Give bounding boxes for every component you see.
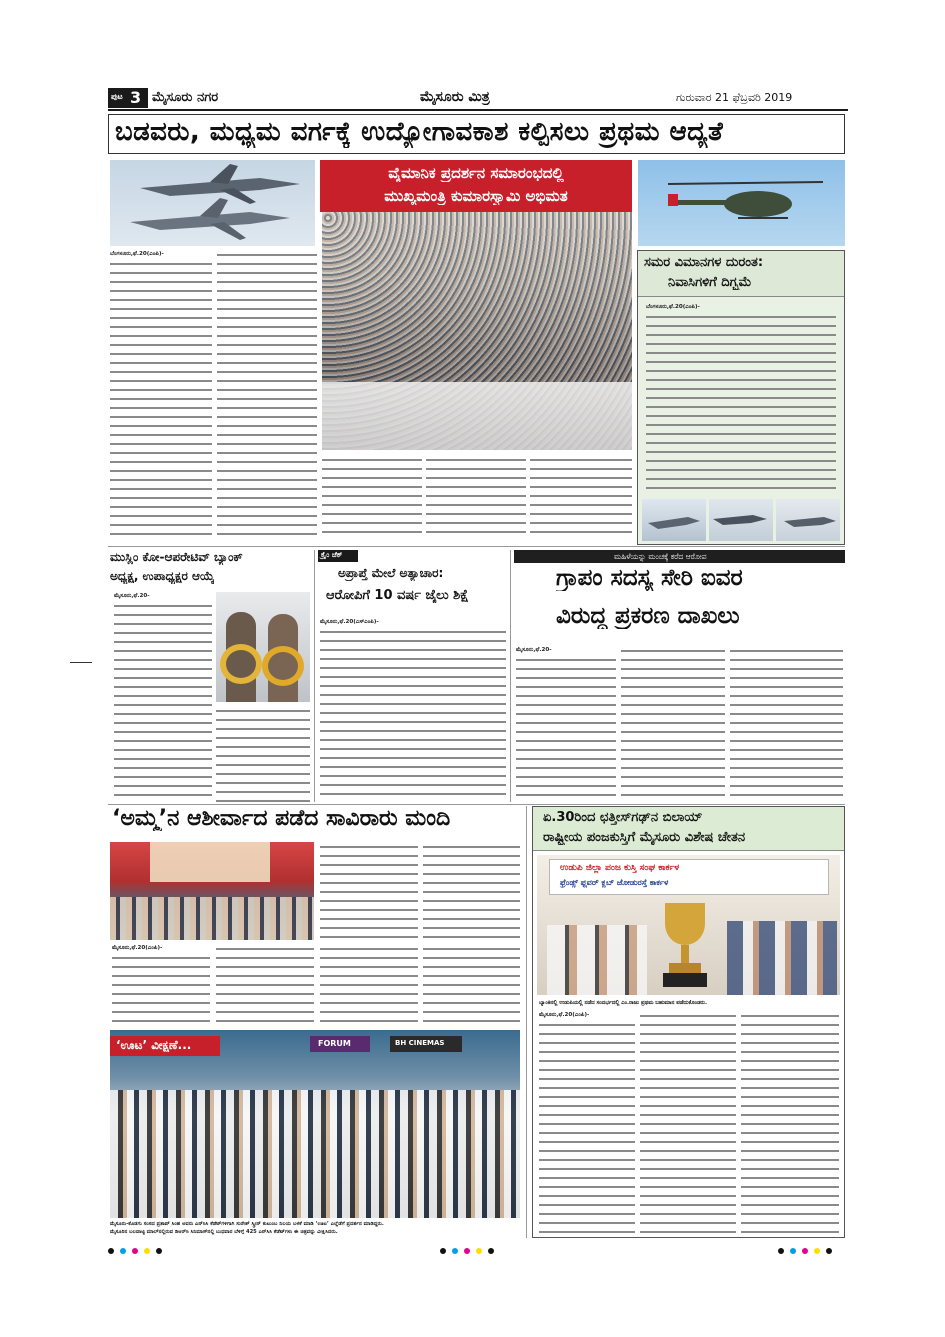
cadets-group — [110, 1090, 520, 1218]
lead-body-text-4 — [426, 455, 526, 540]
bank-headline-block — [110, 550, 310, 588]
trophy-icon — [655, 899, 715, 989]
lead-body-text-5 — [530, 455, 632, 540]
reg-dot — [464, 1248, 470, 1254]
crime-headline-1: ಅಪ್ರಾಪ್ತೆ ಮೇಲೆ ಅತ್ಯಾಚಾರ: — [338, 566, 444, 580]
gram-kicker-bar — [514, 550, 845, 563]
lead-subheadline-band — [320, 160, 632, 212]
jet-icon — [709, 499, 773, 541]
col-divider-3 — [526, 806, 527, 1238]
wrestling-headline-1: ಏ.30ರಿಂದ ಛತ್ತೀಸ್‌ಗಢ್‌ನ ಬಿಲಾಯ್ — [543, 810, 703, 825]
lead-subheadline-1: ವೈಮಾನಿಕ ಪ್ರದರ್ಶನ ಸಮಾರಂಭದಲ್ಲಿ — [388, 164, 564, 182]
gram-headline-2: ವಿರುದ್ಧ ಪ್ರಕರಣ ದಾಖಲು — [556, 603, 740, 629]
lead-dateline: ಬೆಂಗಳೂರು,ಫೆ.20(ಎಂಪಿ)- — [110, 251, 164, 257]
masthead — [108, 88, 848, 108]
registration-marks-right — [778, 1246, 848, 1256]
lead-body-text-3 — [322, 455, 422, 540]
wrestling-body-text-2 — [640, 1011, 736, 1234]
reg-dot — [778, 1248, 784, 1254]
cinema-sign: BH CINEMAS — [395, 1039, 445, 1047]
wrestling-body-text-1 — [539, 1020, 635, 1234]
lead-body-text-2 — [217, 250, 317, 540]
reg-dot — [476, 1248, 482, 1254]
page-number-badge — [108, 88, 148, 108]
wrestling-body-text-3 — [741, 1011, 839, 1234]
bank-body-text-2 — [216, 706, 310, 802]
amma-body-text-4 — [216, 944, 314, 1025]
lead-subheadline-2: ಮುಖ್ಯಮಂತ್ರಿ ಕುಮಾರಸ್ವಾಮಿ ಅಭಿಮತ — [384, 187, 568, 205]
page-number: 3 — [130, 88, 142, 107]
gram-dateline: ಮೈಸೂರು,ಫೆ.20- — [516, 647, 552, 653]
crash-story-box — [637, 250, 845, 545]
margin-mark — [70, 662, 92, 663]
section-name: ಮೈಸೂರು ನಗರ — [152, 90, 219, 105]
crime-headline-block — [318, 566, 504, 616]
oota-caption-2: ಮೈಸೂರಿನ ಬಲವಾಟ್ಟಿ ಮಾಲ್‌ನಲ್ಲಿರುವ ಡಿಆರ್‌ಸಿ ಸಿನಿಮಾಸ್‌ನಲ್ಲಿ ಬುಧವಾರ ಬೆಳಿಗ್ಗೆ 425 ಎನ್‌ಸಿಸಿ ಕೆಡೆಟ್‌ಗಳು ಈ ಚಿತ್ರವನ್ನು ವೀಕ್ಷಿಸಿದರು. — [110, 1229, 338, 1235]
lead-headline: ಬಡವರು, ಮಧ್ಯಮ ವರ್ಗಕ್ಕೆ ಉದ್ಯೋಗಾವಕಾಶ ಕಲ್ಪಿಸಲು ಪ್ರಥಮ ಆದ್ಯತೆ — [115, 117, 724, 147]
air-show-crowd-photo — [322, 212, 632, 450]
event-banner — [549, 859, 829, 895]
jet-icon — [776, 499, 840, 541]
reg-dot — [802, 1248, 808, 1254]
crash-photo-3 — [776, 499, 840, 541]
reg-dot — [452, 1248, 458, 1254]
crash-headline-2: ನಿವಾಸಿಗಳಿಗೆ ದಿಗ್ಭ್ರಮೆ — [668, 275, 752, 290]
amma-body-text-1 — [320, 842, 418, 940]
amma-dateline: ಮೈಸೂರು,ಫೆ.20(ಎಂಪಿ)- — [112, 945, 163, 951]
row-divider-2 — [108, 804, 845, 805]
mall-sign: FORUM — [318, 1039, 351, 1048]
garland-2 — [262, 646, 304, 686]
reg-dot — [132, 1248, 138, 1254]
banner-line-1: ಉಡುಪಿ ಜಿಲ್ಲಾ ಪಂಜ ಕುಸ್ತಿ ಸಂಘ ಕಾರ್ಕಳ — [560, 863, 680, 873]
crash-dateline: ಬೆಂಗಳೂರು,ಫೆ.20(ಎಂಪಿ)- — [646, 304, 700, 310]
cinema-signage — [390, 1036, 462, 1052]
crime-dateline: ಮೈಸೂರು,ಫೆ.20(ಎಸ್‌ಎಂಪಿ)- — [320, 619, 379, 625]
paper-name: ಮೈಸೂರು ಮಿತ್ರ — [420, 89, 490, 105]
helicopter-icon — [638, 160, 845, 246]
crash-headline-1: ಸಮರ ವಿಮಾನಗಳ ದುರಂತ: — [644, 255, 764, 270]
wrestling-dateline: ಮೈಸೂರು,ಫೆ.20(ಎಂಪಿ)- — [539, 1012, 590, 1018]
jet-icon — [642, 499, 706, 541]
reg-dot — [488, 1248, 494, 1254]
crash-photo-2 — [709, 499, 773, 541]
bank-body-text-1 — [114, 601, 212, 801]
amma-body-text-2 — [423, 842, 520, 940]
amma-headline: ‘ಅಮ್ಮ’ನ ಆಶೀರ್ವಾದ ಪಡೆದ ಸಾವಿರಾರು ಮಂದಿ — [112, 806, 451, 831]
bank-headline-1: ಮುಸ್ಲಿಂ ಕೋ-ಆಪರೇಟಿವ್ ಬ್ಯಾಂಕ್ — [110, 550, 243, 564]
stage-backdrop — [150, 842, 270, 882]
gram-body-text-1 — [516, 655, 616, 801]
garland-1 — [220, 644, 262, 684]
issue-date: ಗುರುವಾರ 21 ಫೆಬ್ರವರಿ 2019 — [676, 91, 793, 104]
gram-headline-block — [514, 565, 845, 641]
oota-caption-block — [110, 1220, 520, 1238]
crime-body-text — [320, 627, 506, 801]
helicopter-photo — [638, 160, 845, 246]
wrestling-story-box — [532, 806, 845, 1238]
reg-dot — [108, 1248, 114, 1254]
wrestling-caption: ಬ್ಯಾಂಕಿನಲ್ಲಿ ಉಡುಪಿಯಲ್ಲಿ ನಡೆದ ಸಂದರ್ಭದಲ್ಲಿ ಎಂ.ರಾಜು ಪ್ರಥಮ ಬಹುಮಾನ ಪಡೆದುಕೊಂಡರು. — [539, 1000, 708, 1006]
banner-line-2: ಫ್ರೆಂಡ್ಸ್ ಫ್ಲವರ್ ಕ್ಲಬ್ ಜೋಡುರಸ್ತೆ ಕಾರ್ಕಳ — [560, 878, 669, 887]
bank-headline-2: ಅಧ್ಯಕ್ಷ, ಉಪಾಧ್ಯಕ್ಷರ ಆಯ್ಕೆ — [110, 569, 215, 583]
reg-dot — [826, 1248, 832, 1254]
oota-caption-1: ಮೈಸೂರು-ಕೊಡಗು ಸಂಸದ ಪ್ರತಾಪ್ ಸಿಂಹ ಅವರು ಎನ್‌ಸಿಸಿ ಕೆಡೆಟ್‌ಗಳಿಗಾಗಿ ಸುರೇಶ್ ಸ್ಕ್ರೀನ್ ಕುಟುಂಬ ನಿಲಯ ಬಳಕೆ ಮಾಡಿ ‘ಊಟ’ ಎಲ್ಲೆಡೆಗೆ ಪ್ರದರ್ಶನ ಮಾಡಿದ್ದರು. — [110, 1221, 384, 1227]
col-divider-2 — [510, 550, 511, 802]
registration-marks-left — [108, 1246, 228, 1256]
lead-text-col-1 — [110, 250, 212, 540]
crime-tag — [318, 550, 358, 562]
fighter-jet-icon — [110, 160, 315, 246]
crash-headline-band — [638, 251, 844, 297]
fighter-jet-photo — [110, 160, 315, 246]
people-left — [547, 925, 647, 995]
reg-dot — [156, 1248, 162, 1254]
reg-dot — [144, 1248, 150, 1254]
ncc-cadets-photo — [110, 1030, 520, 1218]
bank-dateline: ಮೈಸೂರು,ಫೆ.20- — [114, 593, 150, 599]
lead-body-text-1 — [110, 259, 212, 540]
wrestling-headline-band — [533, 807, 844, 851]
gram-headline-1: ಗ್ರಾಪಂ ಸದಸ್ಯ ಸೇರಿ ಐವರ — [556, 565, 743, 591]
page-prefix: ಪುಟ — [111, 92, 123, 101]
bank-officials-photo — [216, 592, 310, 702]
crime-tag-label: ಕ್ರೈಂ ಚೆಕ್ — [321, 551, 343, 559]
reg-dot — [790, 1248, 796, 1254]
dignitaries-row — [322, 382, 632, 450]
crash-photo-1 — [642, 499, 706, 541]
lead-headline-box — [108, 114, 845, 154]
crash-body-text — [646, 312, 836, 490]
row-divider-1 — [108, 546, 845, 547]
reg-dot — [440, 1248, 446, 1254]
reg-dot — [814, 1248, 820, 1254]
wrestling-headline-2: ರಾಷ್ಟ್ರೀಯ ಪಂಜಕುಸ್ತಿಗೆ ಮೈಸೂರು ವಿಶೇಷ ಚೇತನ — [543, 830, 746, 845]
mall-signage — [310, 1036, 370, 1052]
registration-marks-center — [440, 1246, 520, 1256]
masthead-rule — [108, 109, 848, 111]
amma-headline-block — [110, 806, 520, 838]
amma-event-photo — [110, 842, 314, 940]
amma-body-text-6 — [423, 944, 520, 1025]
crime-headline-2: ಆರೋಪಿಗೆ 10 ವರ್ಷ ಜೈಲು ಶಿಕ್ಷೆ — [326, 588, 469, 603]
gram-body-text-2 — [621, 646, 725, 801]
people-right — [727, 921, 837, 995]
audience — [110, 897, 314, 940]
reg-dot — [120, 1248, 126, 1254]
trophy-photo — [537, 855, 840, 995]
oota-tag: ‘ಊಟ’ ವೀಕ್ಷಣೆ... — [116, 1038, 192, 1052]
gram-body-text-3 — [730, 646, 843, 801]
lead-text-col-2 — [217, 250, 317, 540]
col-divider-1 — [314, 550, 315, 802]
amma-body-text-3 — [112, 953, 210, 1025]
gram-kicker: ಮಹಿಳೆಯನ್ನು ಮಂಚಕ್ಕೆ ಕರೆದ ಆರೋಪ — [614, 552, 707, 561]
oota-tag-box — [110, 1036, 220, 1056]
amma-body-text-5 — [320, 944, 418, 1025]
